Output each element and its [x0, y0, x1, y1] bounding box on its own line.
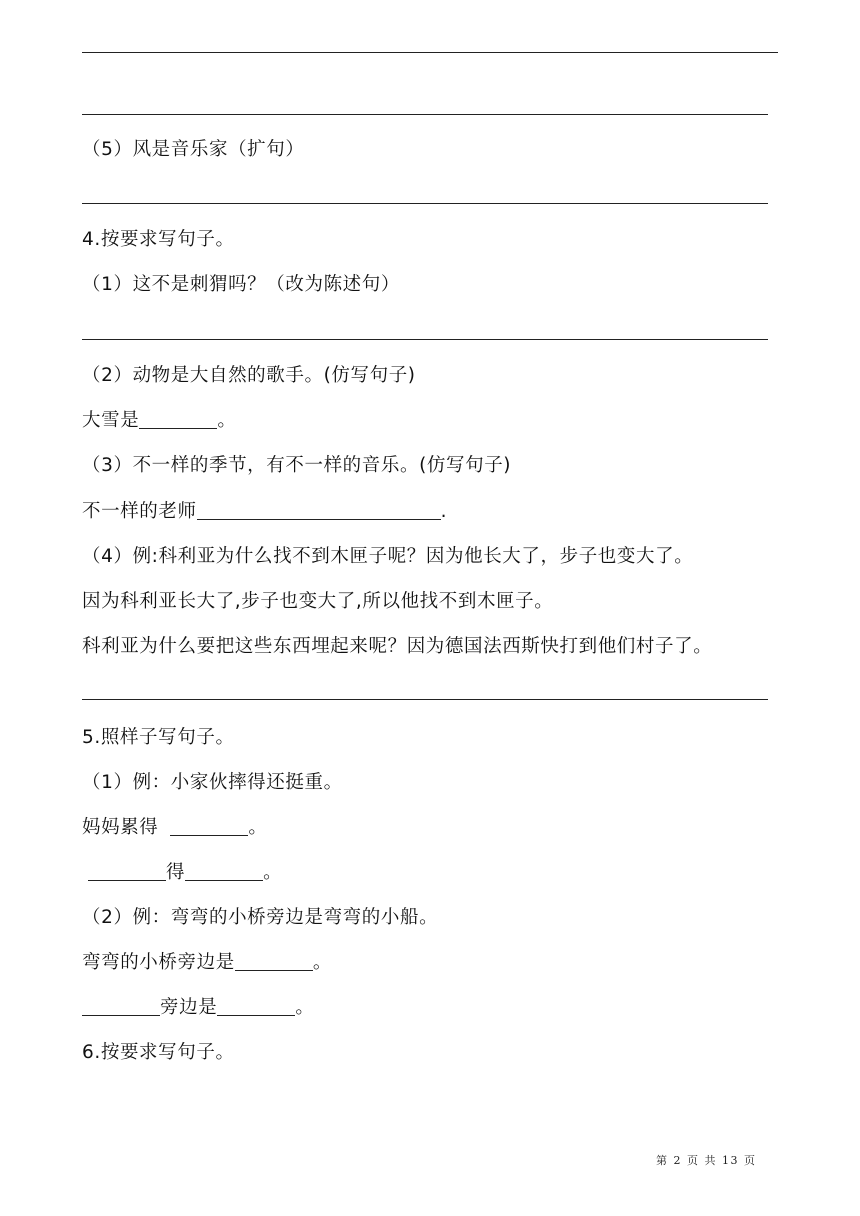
sentence-text: 不一样的老师: [82, 501, 197, 522]
question-item: （4）例:科利亚为什么找不到木匣子呢？因为他长大了，步子也变大了。: [82, 546, 694, 567]
fill-in-sentence: [88, 861, 282, 885]
fill-blank[interactable]: [217, 997, 295, 1016]
page-number: 第 2 页 共 13 页: [656, 1154, 757, 1167]
fill-blank[interactable]: [82, 997, 160, 1016]
answer-line[interactable]: [82, 52, 778, 53]
fill-in-sentence: [82, 996, 314, 1020]
sentence-text: 妈妈累得: [82, 817, 159, 838]
section-heading: 4.按要求写句子。: [82, 229, 235, 250]
fill-blank[interactable]: [185, 862, 263, 881]
example-sentence: 因为科利亚长大了,步子也变大了,所以他找不到木匣子。: [82, 591, 554, 612]
answer-line[interactable]: [82, 699, 768, 700]
answer-line[interactable]: [82, 203, 768, 204]
fill-in-sentence: [82, 500, 447, 524]
sentence-text: 弯弯的小桥旁边是: [82, 952, 235, 973]
answer-line[interactable]: [82, 339, 768, 340]
sentence-text: 。: [263, 862, 283, 883]
sentence-text: 得: [166, 862, 186, 883]
question-item: （1）这不是刺猬吗？（改为陈述句）: [82, 274, 400, 295]
section-heading: 5.照样子写句子。: [82, 727, 235, 748]
fill-in-sentence: [82, 951, 332, 975]
question-item: （5）风是音乐家（扩句）: [82, 139, 305, 160]
sentence-text: 旁边是: [160, 997, 218, 1018]
fill-blank[interactable]: [88, 862, 166, 881]
question-item: （1）例：小家伙摔得还挺重。: [82, 772, 343, 793]
fill-blank[interactable]: [235, 952, 313, 971]
answer-line[interactable]: [82, 114, 768, 115]
question-sentence: 科利亚为什么要把这些东西埋起来呢？因为德国法西斯快打到他们村子了。: [82, 636, 713, 657]
sentence-text: 大雪是: [82, 410, 140, 431]
sentence-text: 。: [248, 817, 268, 838]
sentence-text: 。: [217, 410, 237, 431]
fill-blank[interactable]: [197, 501, 441, 520]
section-heading: 6.按要求写句子。: [82, 1042, 235, 1063]
sentence-text: .: [440, 501, 448, 522]
question-item: （2）动物是大自然的歌手。(仿写句子): [82, 365, 416, 386]
fill-in-sentence: [82, 816, 268, 840]
fill-blank[interactable]: [170, 817, 248, 836]
question-item: （3）不一样的季节，有不一样的音乐。(仿写句子): [82, 455, 512, 476]
question-item: （2）例：弯弯的小桥旁边是弯弯的小船。: [82, 907, 439, 928]
sentence-text: 。: [312, 952, 332, 973]
fill-in-sentence: [82, 409, 236, 433]
fill-blank[interactable]: [139, 410, 217, 429]
sentence-text: 。: [295, 997, 315, 1018]
